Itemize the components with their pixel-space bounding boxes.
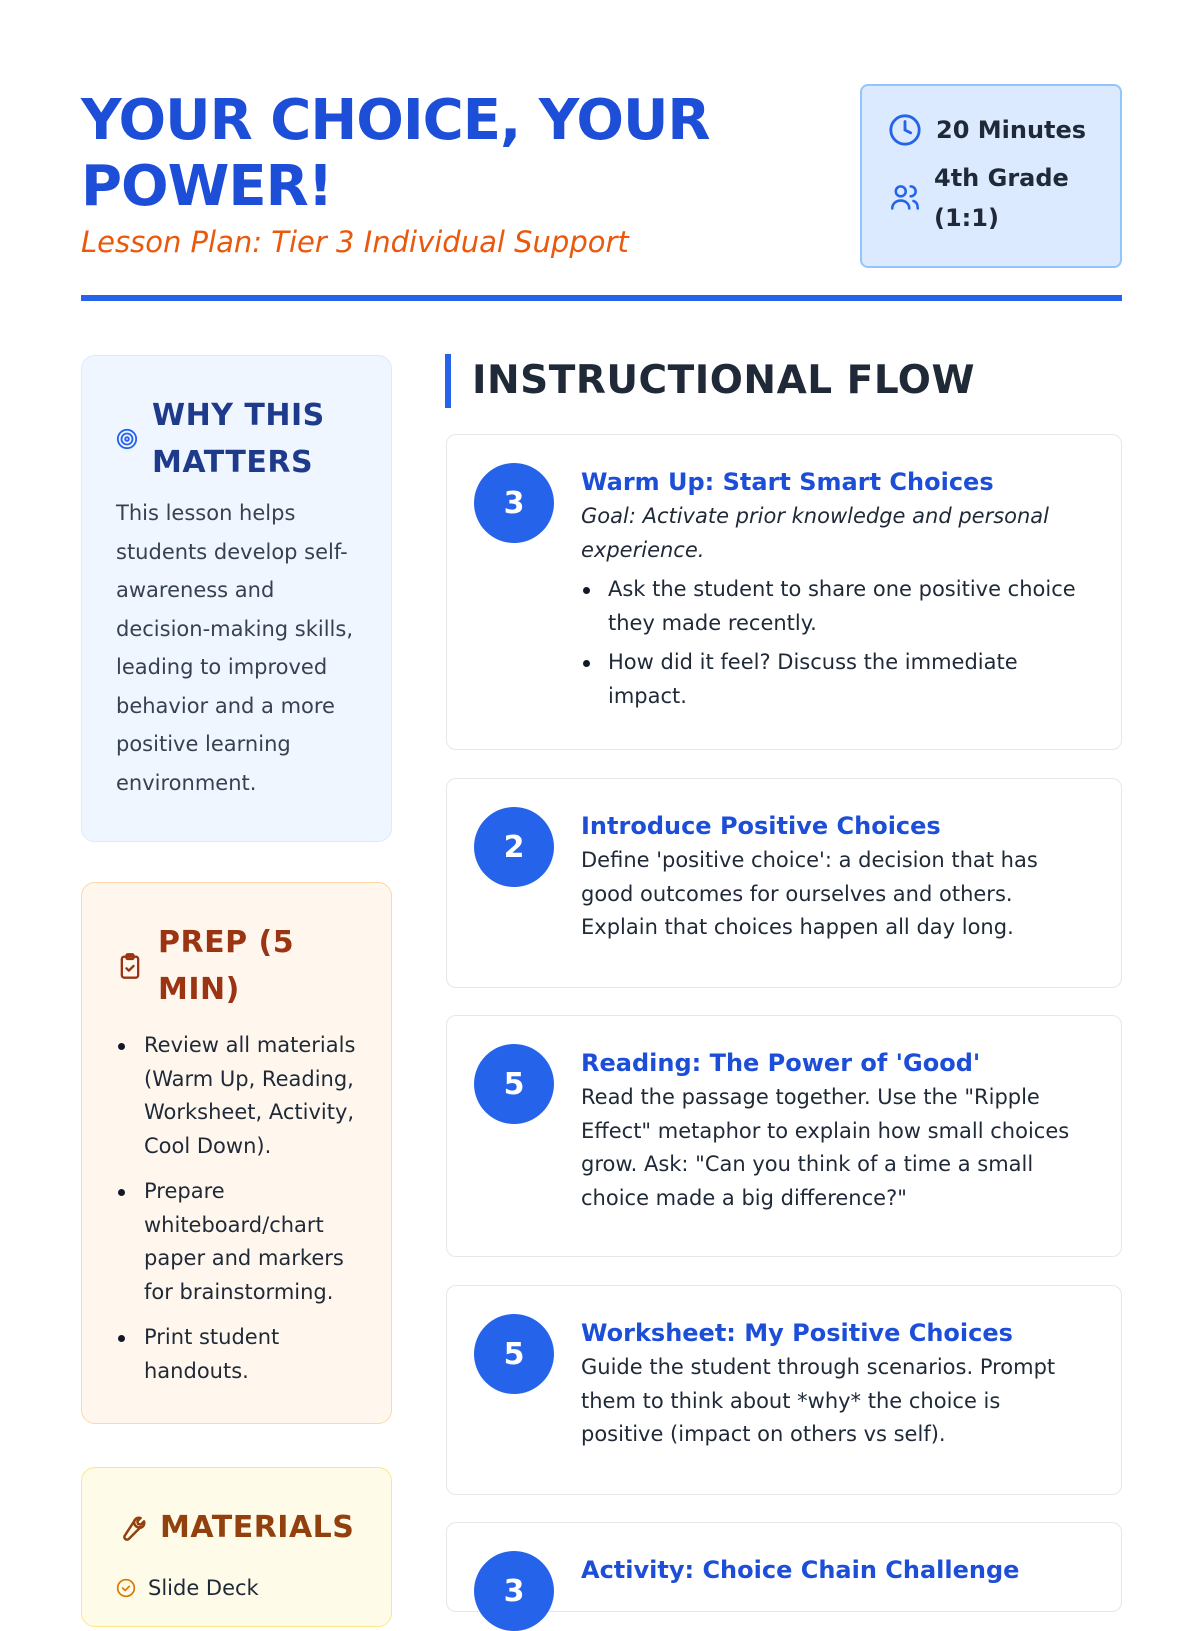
why-this-matters-card [81, 355, 392, 842]
step-bullet: Ask the student to share one positive choice they made recently. [581, 573, 1086, 640]
step-card-warm-up [446, 434, 1122, 750]
materials-card [81, 1467, 392, 1627]
step-card-reading [446, 1015, 1122, 1257]
users-icon [888, 180, 922, 214]
step-title: Reading: The Power of 'Good' [581, 1049, 981, 1077]
clock-icon [888, 113, 922, 147]
check-circle-icon [116, 1578, 136, 1598]
step-body [581, 1045, 1086, 1215]
header [81, 84, 1122, 304]
step-title: Warm Up: Start Smart Choices [581, 468, 994, 496]
duration-text: 20 Minutes [936, 116, 1087, 144]
why-body: This lesson helps students develop self-awareness and decision-making skills, leading to improved behavior and a more positive learning environment. [116, 501, 353, 795]
prep-item: Print student handouts. [116, 1321, 364, 1388]
step-goal: Goal: Activate prior knowledge and personal experience. [581, 504, 1050, 562]
step-card-worksheet [446, 1285, 1122, 1495]
step-minutes-badge: 2 [474, 807, 554, 887]
flow-title-accent [445, 354, 451, 408]
clipboard-check-icon [116, 951, 144, 981]
wrench-icon [116, 1513, 146, 1543]
duration-row [888, 110, 1086, 150]
step-minutes-badge: 5 [474, 1044, 554, 1124]
page-title: YOUR CHOICE, YOUR POWER! [81, 88, 710, 219]
prep-heading: PREP (5 MIN) [158, 925, 295, 1007]
step-body [581, 464, 1086, 719]
materials-item [116, 1573, 259, 1603]
materials-heading: MATERIALS [160, 1510, 355, 1545]
grade-text: 4th Grade (1:1) [934, 164, 1069, 232]
step-desc: Guide the student through scenarios. Prompt them to think about *why* the choice is positive (impact on others vs self). [581, 1355, 1056, 1446]
step-bullets [581, 573, 1086, 713]
prep-list [116, 1029, 364, 1400]
header-divider [81, 295, 1122, 301]
page-subtitle: Lesson Plan: Tier 3 Individual Support [81, 225, 629, 259]
step-body [581, 1315, 1086, 1452]
lesson-meta-box [860, 84, 1122, 268]
step-desc: Read the passage together. Use the "Ripple Effect" metaphor to explain how small choices grow. Ask: "Can you think of a time a small choice made a big difference?" [581, 1085, 1070, 1210]
grade-row [888, 158, 1094, 238]
step-card-introduce [446, 778, 1122, 988]
why-heading-row [116, 392, 356, 486]
step-body [581, 808, 1086, 945]
why-heading: WHY THIS MATTERS [152, 398, 325, 480]
step-title: Worksheet: My Positive Choices [581, 1319, 1013, 1347]
step-minutes-badge: 3 [474, 1551, 554, 1631]
prep-item: Prepare whiteboard/chart paper and markers for brainstorming. [116, 1175, 364, 1309]
materials-heading-row [116, 1504, 354, 1551]
step-bullet: How did it feel? Discuss the immediate impact. [581, 646, 1086, 713]
materials-item-label: Slide Deck [148, 1576, 259, 1600]
flow-heading: INSTRUCTIONAL FLOW [472, 358, 975, 403]
prep-heading-row [116, 919, 356, 1013]
step-minutes-badge: 5 [474, 1314, 554, 1394]
step-title: Introduce Positive Choices [581, 812, 941, 840]
target-icon [116, 428, 138, 450]
prep-card [81, 882, 392, 1424]
step-card-activity [446, 1522, 1122, 1612]
step-minutes-badge: 3 [474, 463, 554, 543]
step-title: Activity: Choice Chain Challenge [581, 1556, 1020, 1584]
prep-item: Review all materials (Warm Up, Reading, Worksheet, Activity, Cool Down). [116, 1029, 364, 1163]
step-body [581, 1552, 1086, 1588]
step-desc: Define 'positive choice': a decision that has good outcomes for ourselves and others. Explain that choices happen all day long. [581, 848, 1038, 939]
